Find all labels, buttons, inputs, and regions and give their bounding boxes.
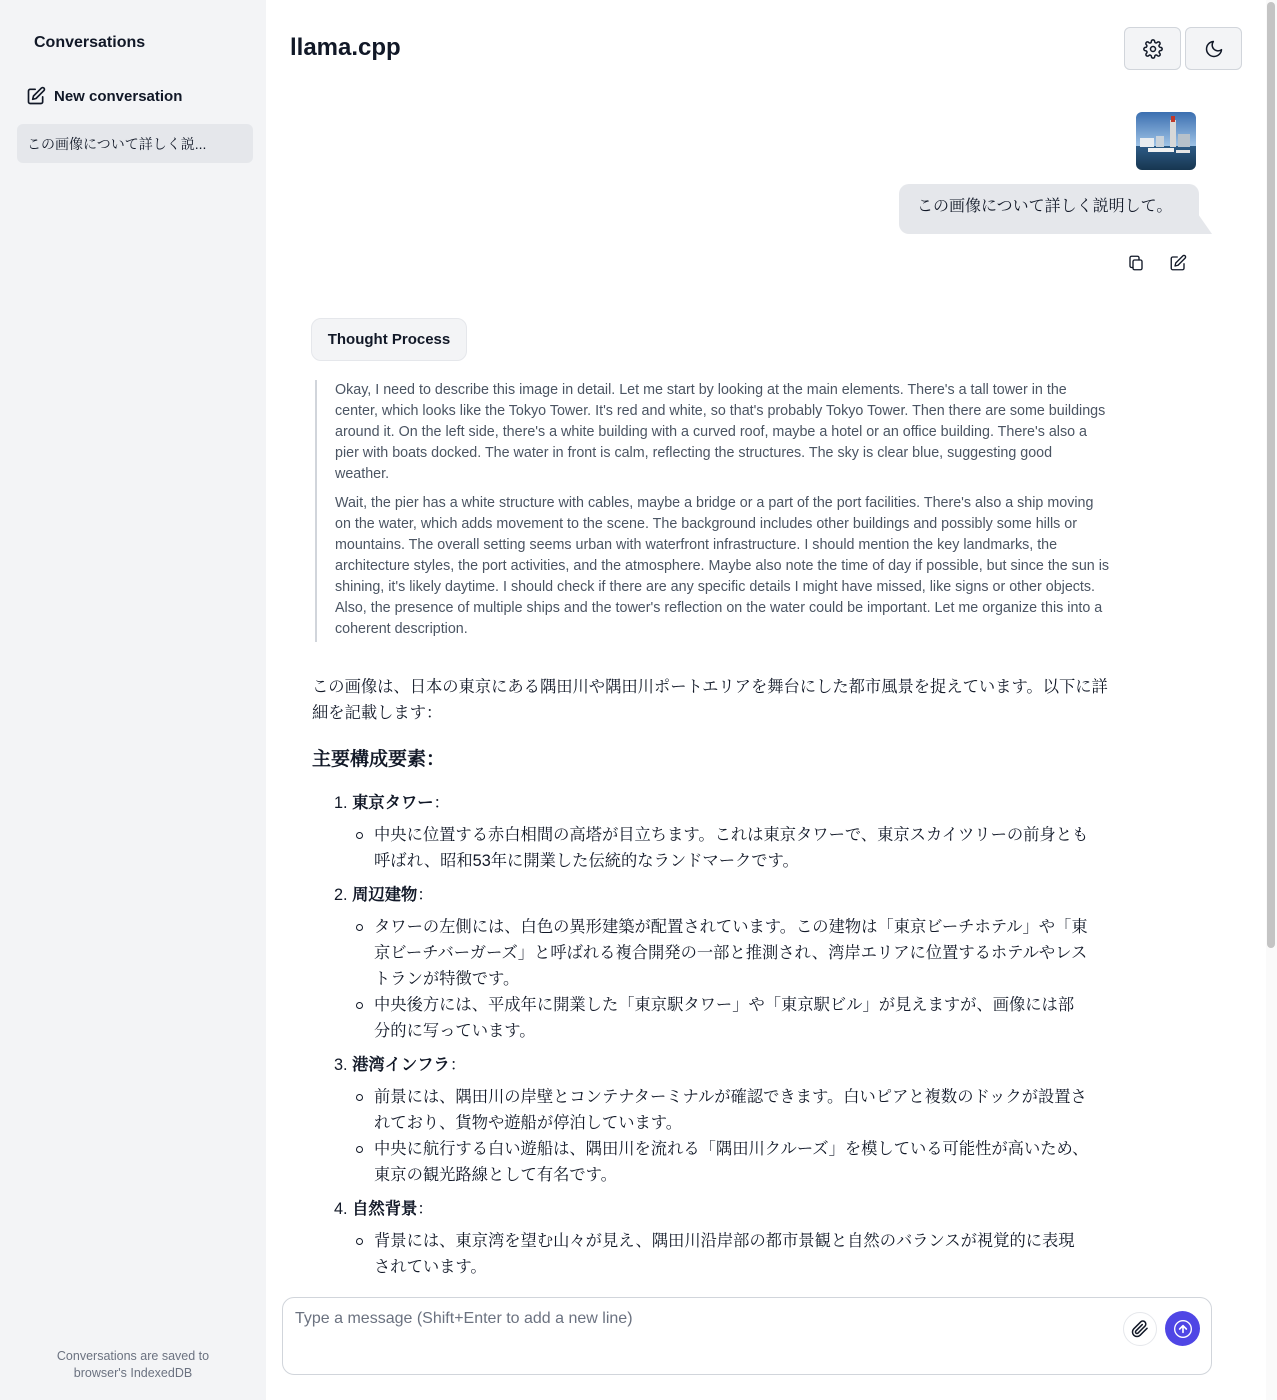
new-conversation-icon [26,86,46,106]
answer-heading: 主要構成要素： [312,749,446,770]
scrollbar-thumb[interactable] [1267,2,1275,948]
list-number: 1. [334,794,348,812]
sidebar-conversation-item[interactable]: この画像について詳しく説... [17,124,253,163]
sidebar-footer [0,1348,266,1382]
photo-thumbnail-icon [1136,112,1196,170]
message-input[interactable] [295,1310,1115,1360]
section-title: 周辺建物 [352,886,418,904]
new-conversation-label: New conversation [54,87,183,105]
paperclip-icon [1131,1320,1149,1338]
user-message-bubble: この画像について詳しく説明して。 [899,184,1199,234]
bullet-item: 中央に位置する赤白相間の高塔が目立ちます。これは東京タワーで、東京スカイツリーの前身とも呼ばれ、昭和53年に開業した伝統的なランドマークです。 [374,822,1090,874]
user-bubble-tail [1198,214,1212,234]
thought-process-toggle[interactable]: Thought Process [311,318,467,361]
section-title: 自然背景 [352,1200,418,1218]
arrow-up-icon [1173,1319,1193,1339]
bullet-list [312,822,1090,874]
theme-toggle-button[interactable] [1185,27,1242,70]
user-attachment-thumbnail[interactable] [1136,112,1196,170]
list-number: 4. [334,1200,348,1218]
sidebar [0,0,266,1400]
assistant-answer [312,674,1112,1280]
page-title: llama.cpp [290,34,401,61]
new-conversation-button[interactable] [26,84,182,108]
message-composer [282,1297,1212,1375]
footer-line-2: browser's IndexedDB [73,1366,193,1380]
settings-button[interactable] [1124,27,1181,70]
answer-intro: この画像は、日本の東京にある隅田川や隅田川ポートエリアを舞台にした都市風景を捉えています。以下に詳細を記載します： [312,678,1108,722]
bullet-list [312,914,1090,1044]
bullet-item: 中央後方には、平成年に開業した「東京駅タワー」や「東京駅ビル」が見えますが、画像には部分的に写っています。 [374,992,1090,1044]
section-colon: ： [433,794,450,812]
attach-file-button[interactable] [1123,1312,1157,1346]
section-colon: ： [417,886,434,904]
list-item [334,1052,1112,1188]
list-item [334,882,1112,1044]
footer-line-1: Conversations are saved to [56,1349,210,1363]
bullet-item: 背景には、東京湾を望む山々が見え、隅田川沿岸部の都市景観と自然のバランスが視覚的に表現されています。 [374,1228,1090,1280]
section-colon: ： [449,1056,467,1074]
thought-process-content [315,380,1110,642]
list-number: 2. [334,886,348,904]
list-number: 3. [334,1056,348,1074]
thought-paragraph: Wait, the pier has a white structure with cables, maybe a bridge or a part of the port facilities. There's also a ship moving on the water, which adds movement to the scene. The background includes other buildings and possibly some hills or mountains. The overall setting seems urban with waterfront infrastructure. I should mention the key landmarks, the architecture styles, the port activities, and the atmosphere. Maybe also note the time of day if possible, but since the sun is shining, it's likely daytime. I should check if there are any specific details I might have missed, like signs or other objects. Also, the presence of multiple ships and the tower's reflection on the water could be important. Let me organize this into a coherent description. [335,495,1110,637]
section-title: 東京タワー [352,794,434,812]
sidebar-title: Conversations [34,34,146,51]
bullet-list [312,1084,1090,1188]
moon-icon [1204,39,1224,59]
edit-icon[interactable] [1169,254,1187,272]
thought-paragraph: Okay, I need to describe this image in detail. Let me start by looking at the main elements. There's a tall tower in the center, which looks like the Tokyo Tower. It's red and white, so that's probably Tokyo Tower. Then there are some buildings around it. On the left side, there's a white building with a curved roof, maybe a hotel or an office building. There's also a pier with boats docked. The water in front is calm, reflecting the structures. The sky is clear blue, suggesting good weather. [335,382,1106,482]
list-item [334,790,1112,874]
bullet-list [312,1228,1090,1280]
answer-ordered-list [312,790,1112,1280]
gear-icon [1143,39,1163,59]
copy-icon[interactable] [1127,254,1145,272]
bullet-item: 前景には、隅田川の岸壁とコンテナターミナルが確認できます。白いピアと複数のドックが設置されており、貨物や遊船が停泊しています。 [374,1084,1090,1136]
bullet-item: 中央に航行する白い遊船は、隅田川を流れる「隅田川クルーズ」を模している可能性が高いため、東京の観光路線として有名です。 [374,1136,1090,1188]
section-title: 港湾インフラ [352,1056,450,1074]
bullet-item: タワーの左側には、白色の異形建築が配置されています。この建物は「東京ビーチホテル」や「東京ビーチバーガーズ」と呼ばれる複合開発の一部と推測され、湾岸エリアに位置するホテルやレストランが特徴です。 [374,914,1090,992]
list-item [334,1196,1112,1280]
send-button[interactable] [1165,1311,1200,1346]
section-colon: ： [417,1200,434,1218]
